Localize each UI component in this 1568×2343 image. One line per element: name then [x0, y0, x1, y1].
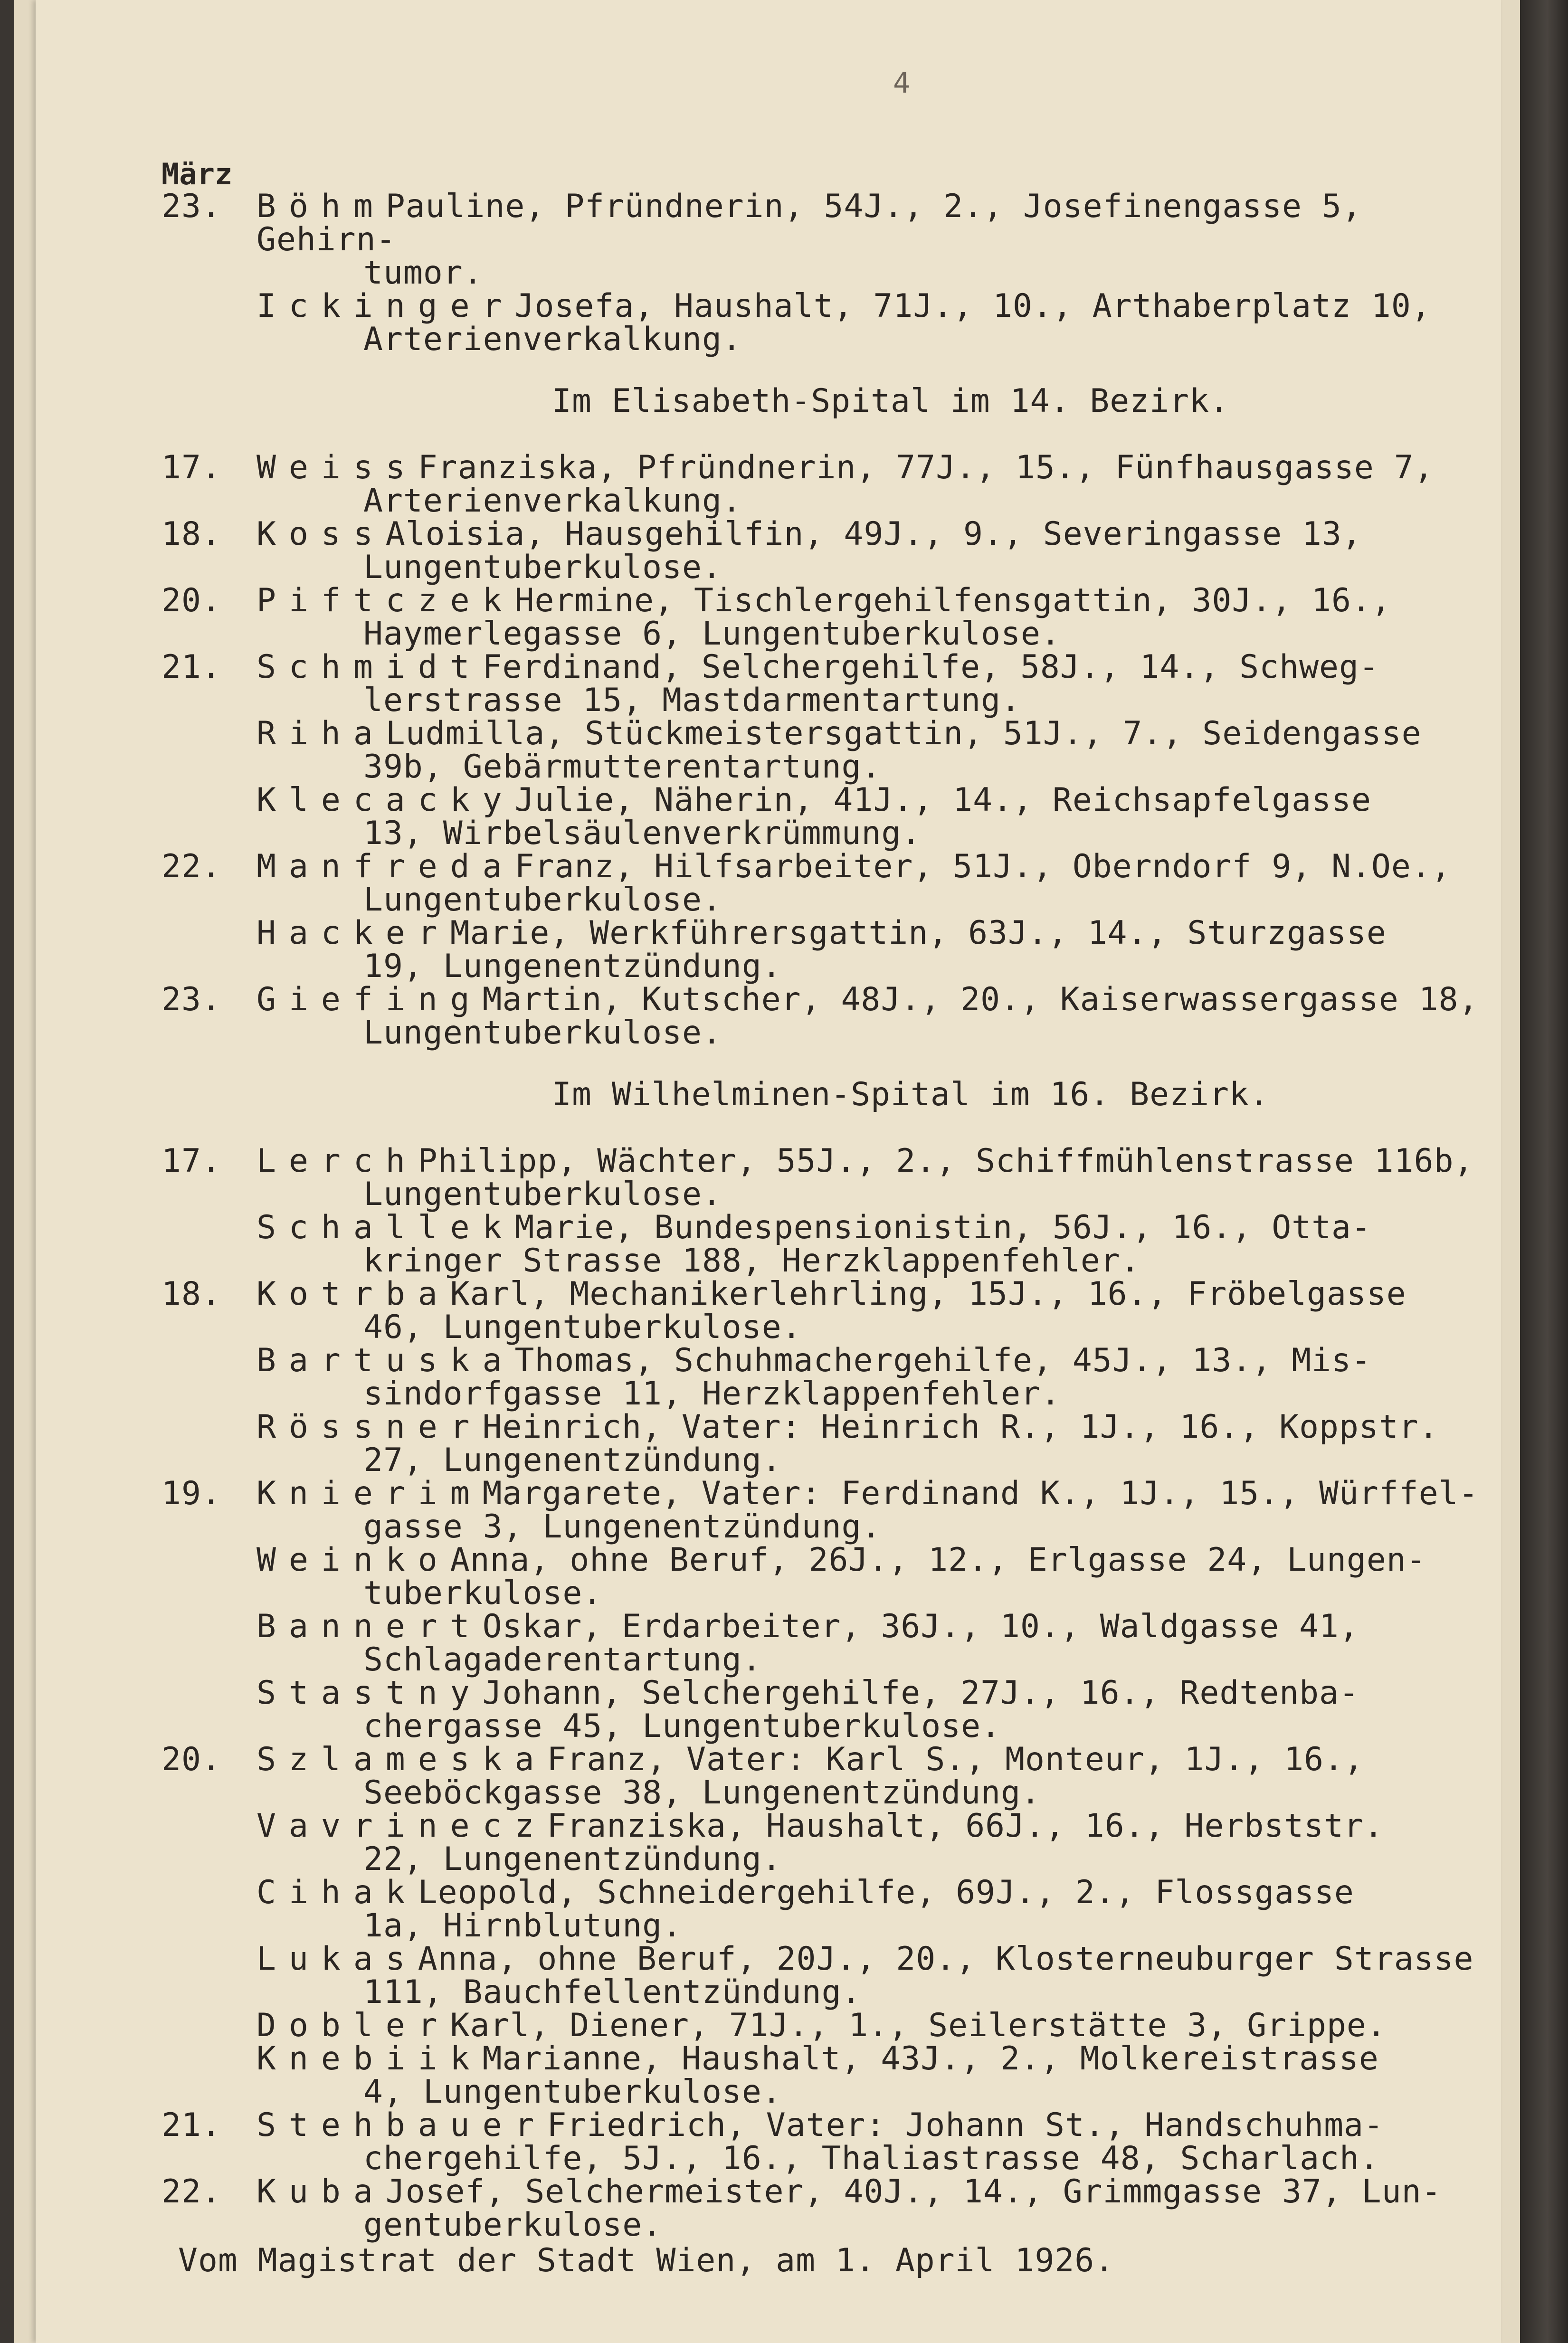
surname: Stehbauer	[257, 2106, 547, 2144]
surname: Vavrinecz	[257, 1807, 547, 1845]
entry-day	[162, 717, 257, 784]
entry-first-line	[257, 2106, 1492, 2144]
register-entry	[162, 451, 1492, 518]
entry-details: Pauline, Pfründnerin, 54J., 2., Josefinengasse 5, Gehirn-	[257, 188, 1362, 258]
entry-day: 23.	[162, 981, 221, 1018]
surname: Hacker	[257, 914, 450, 952]
entry-body	[257, 1275, 1492, 1346]
entry-first-line	[257, 1275, 1492, 1313]
entry-body	[257, 1876, 1492, 1943]
entry-continuation-line: sindorfgasse 11, Herzklappenfehler.	[363, 1375, 1061, 1413]
entry-details: Anna, ohne Beruf, 20J., 20., Klosterneuburger Strasse	[418, 1940, 1474, 1978]
entry-body	[257, 1743, 1492, 1810]
surname: Piftczek	[257, 582, 515, 619]
entry-body	[257, 1541, 1492, 1612]
entry-day	[162, 2042, 257, 2109]
entry-details: Friedrich, Vater: Johann St., Handschuhma-	[547, 2106, 1384, 2144]
surname: Schallek	[257, 1209, 515, 1246]
entry-body	[257, 584, 1492, 651]
entry-details: Karl, Diener, 71J., 1., Seilerstätte 3, Grippe.	[450, 2007, 1387, 2044]
page-number: 4	[893, 66, 911, 100]
surname: Bartuska	[257, 1342, 515, 1379]
register-entry	[162, 584, 1492, 651]
register-entry	[162, 1211, 1492, 1278]
register-entry	[162, 717, 1492, 784]
entry-continuation-line: 111, Bauchfellentzündung.	[363, 1973, 862, 2011]
month-label: März	[162, 157, 233, 191]
entry-first-line	[257, 1344, 1492, 1377]
entry-details: Martin, Kutscher, 48J., 20., Kaiserwassergasse 18,	[482, 981, 1479, 1018]
entry-continuation-line: 46, Lungentuberkulose.	[363, 1309, 802, 1346]
entry-body	[257, 1477, 1492, 1544]
surname: Ickinger	[257, 287, 515, 325]
entry-day: 18.	[162, 515, 221, 553]
surname: Szlameska	[257, 1741, 547, 1778]
surname: Riha	[257, 715, 386, 752]
register-entry	[162, 1344, 1492, 1411]
entry-details: Heinrich, Vater: Heinrich R., 1J., 16., Koppstr.	[482, 1408, 1439, 1446]
entry-first-line	[257, 1142, 1492, 1180]
entry-body	[257, 781, 1492, 852]
surname: Lukas	[257, 1940, 418, 1978]
register-entry	[162, 1275, 1492, 1346]
entry-day	[162, 1876, 257, 1943]
entry-continuation-line: tuberkulose.	[363, 1575, 603, 1612]
surname: Schmidt	[257, 648, 483, 686]
entry-continuation-line: Lungentuberkulose.	[363, 1176, 722, 1213]
entry-details: Leopold, Schneidergehilfe, 69J., 2., Flossgasse	[418, 1874, 1354, 1911]
entry-body	[257, 717, 1492, 784]
entry-first-line	[257, 515, 1492, 553]
entry-details: Julie, Näherin, 41J., 14., Reichsapfelgasse	[514, 781, 1371, 819]
entry-details: Josef, Selchermeister, 40J., 14., Grimmgasse 37, Lun-	[385, 2173, 1442, 2210]
entry-body	[257, 1211, 1492, 1278]
entry-details: Margarete, Vater: Ferdinand K., 1J., 15., Würffel-	[482, 1475, 1479, 1512]
entry-continuation-line: 4, Lungentuberkulose.	[363, 2073, 782, 2111]
entry-body	[257, 1408, 1492, 1479]
entry-continuation-line: chergasse 45, Lungentuberkulose.	[363, 1707, 1001, 1745]
entry-body	[257, 2042, 1492, 2109]
entry-first-line	[257, 2042, 1492, 2076]
entry-day	[162, 1544, 257, 1610]
register-entry	[162, 983, 1492, 1050]
entry-day: 21.	[162, 648, 221, 686]
entry-details: Aloisia, Hausgehilfin, 49J., 9., Severingasse 13,	[385, 515, 1362, 553]
entry-first-line	[257, 1408, 1492, 1446]
entry-body	[257, 451, 1492, 518]
entry-details: Karl, Mechanikerlehrling, 15J., 16., Fröbelgasse	[450, 1275, 1406, 1313]
register-entry	[162, 190, 1492, 290]
entry-day	[162, 290, 257, 356]
section-heading: Im Wilhelminen-Spital im 16. Bezirk.	[552, 1076, 1269, 1113]
surname: Stastny	[257, 1674, 483, 1712]
surname: Manfreda	[257, 848, 515, 885]
footer-signature-line: Vom Magistrat der Stadt Wien, am 1. April 1926.	[178, 2242, 1115, 2279]
entry-first-line	[257, 584, 1492, 617]
entry-continuation-line: lerstrasse 15, Mastdarmentartung.	[363, 682, 1021, 719]
register-entry	[162, 2106, 1492, 2177]
surname: Koss	[257, 515, 386, 553]
entry-day	[162, 1411, 257, 1477]
surname: Böhm	[257, 188, 386, 225]
entry-body	[257, 190, 1492, 290]
entry-continuation-line: chergehilfe, 5J., 16., Thaliastrasse 48, Scharlach.	[363, 2140, 1379, 2177]
entry-first-line	[257, 1477, 1492, 1510]
surname: Kuba	[257, 2173, 386, 2210]
entry-body	[257, 648, 1492, 719]
entry-day: 20.	[162, 582, 221, 619]
entry-first-line	[257, 1876, 1492, 1909]
entry-first-line	[257, 850, 1492, 883]
entry-details: Ferdinand, Selchergehilfe, 58J., 14., Schweg-	[482, 648, 1379, 686]
entry-first-line	[257, 287, 1492, 325]
entry-continuation-line: gasse 3, Lungenentzündung.	[363, 1508, 882, 1546]
entry-first-line	[257, 983, 1492, 1016]
surname: Knebiik	[257, 2040, 483, 2077]
entry-body	[257, 2009, 1492, 2042]
entry-details: Marianne, Haushalt, 43J., 2., Molkereistrasse	[482, 2040, 1379, 2077]
entry-continuation-line: Arterienverkalkung.	[363, 321, 742, 358]
entry-day: 20.	[162, 1741, 221, 1778]
entry-details: Philipp, Wächter, 55J., 2., Schiffmühlenstrasse 116b,	[418, 1142, 1474, 1180]
entry-details: Hermine, Tischlergehilfensgattin, 30J., 16.,	[514, 582, 1391, 619]
register-entry	[162, 2042, 1492, 2109]
register-entry	[162, 648, 1492, 719]
entry-continuation-line: Arterienverkalkung.	[363, 482, 742, 520]
entry-first-line	[257, 717, 1492, 750]
entry-body	[257, 1807, 1492, 1878]
entry-details: Josefa, Haushalt, 71J., 10., Arthaberplatz 10,	[514, 287, 1431, 325]
entry-continuation-line: Seeböckgasse 38, Lungenentzündung.	[363, 1774, 1041, 1812]
surname: Cihak	[257, 1874, 418, 1911]
register-entry	[162, 914, 1492, 985]
entry-details: Marie, Bundespensionistin, 56J., 16., Otta-	[514, 1209, 1371, 1246]
entry-first-line	[257, 781, 1492, 819]
entry-body	[257, 2106, 1492, 2177]
surname: Lerch	[257, 1142, 418, 1180]
register-entry	[162, 1142, 1492, 1213]
register-entry	[162, 1477, 1492, 1544]
entry-continuation-line: 27, Lungenentzündung.	[363, 1442, 782, 1479]
entry-first-line	[257, 1807, 1492, 1845]
entry-first-line	[257, 1674, 1492, 1712]
document-page	[36, 0, 1501, 2343]
entry-first-line	[257, 1211, 1492, 1244]
entry-body	[257, 2175, 1492, 2242]
entry-day: 21.	[162, 2106, 221, 2144]
register-entry	[162, 1876, 1492, 1943]
entry-day	[162, 917, 257, 983]
entry-continuation-line: Lungentuberkulose.	[363, 1014, 722, 1052]
register-entry	[162, 2009, 1492, 2042]
register-entry	[162, 1674, 1492, 1745]
entry-day: 22.	[162, 848, 221, 885]
surname: Rössner	[257, 1408, 483, 1446]
entry-continuation-line: Lungentuberkulose.	[363, 881, 722, 919]
register-entries	[162, 190, 1492, 2242]
register-entry	[162, 1807, 1492, 1878]
entry-body	[257, 1344, 1492, 1411]
entry-continuation-line: Haymerlegasse 6, Lungentuberkulose.	[363, 615, 1061, 653]
entry-body	[257, 1674, 1492, 1745]
entry-continuation-line: tumor.	[363, 254, 483, 292]
entry-first-line	[257, 190, 1492, 256]
entry-continuation-line: gentuberkulose.	[363, 2206, 663, 2244]
entry-day	[162, 1677, 257, 1743]
surname: Klecacky	[257, 781, 515, 819]
entry-first-line	[257, 451, 1492, 484]
entry-day	[162, 2009, 257, 2042]
entry-first-line	[257, 648, 1492, 686]
register-entry	[162, 515, 1492, 586]
register-entry	[162, 850, 1492, 917]
register-entry	[162, 781, 1492, 852]
entry-details: Marie, Werkführersgattin, 63J., 14., Sturzgasse	[450, 914, 1387, 952]
entry-body	[257, 1940, 1492, 2011]
entry-first-line	[257, 1940, 1492, 1978]
entry-body	[257, 287, 1492, 358]
entry-continuation-line: 39b, Gebärmutterentartung.	[363, 748, 882, 786]
entry-continuation-line: 19, Lungenentzündung.	[363, 948, 782, 985]
entry-first-line	[257, 1610, 1492, 1643]
entry-details: Franz, Hilfsarbeiter, 51J., Oberndorf 9, N.Oe.,	[514, 848, 1451, 885]
register-entry	[162, 1610, 1492, 1677]
entry-day: 17.	[162, 449, 221, 486]
entry-day	[162, 1610, 257, 1677]
entry-body	[257, 1610, 1492, 1677]
entry-first-line	[257, 2175, 1492, 2209]
entry-details: Oskar, Erdarbeiter, 36J., 10., Waldgasse 41,	[482, 1608, 1359, 1645]
entry-continuation-line: Lungentuberkulose.	[363, 549, 722, 586]
surname: Weinko	[257, 1541, 450, 1579]
entry-day: 18.	[162, 1275, 221, 1313]
entry-continuation-line: 22, Lungenentzündung.	[363, 1840, 782, 1878]
entry-body	[257, 850, 1492, 917]
entry-first-line	[257, 1743, 1492, 1776]
entry-body	[257, 1142, 1492, 1213]
entry-continuation-line: Schlagaderentartung.	[363, 1641, 762, 1679]
entry-details: Franziska, Pfründnerin, 77J., 15., Fünfhausgasse 7,	[418, 449, 1434, 486]
surname: Knierim	[257, 1475, 483, 1512]
register-entry	[162, 1743, 1492, 1810]
entry-first-line	[257, 914, 1492, 952]
surname: Giefing	[257, 981, 483, 1018]
register-entry	[162, 1541, 1492, 1612]
entry-details: Franziska, Haushalt, 66J., 16., Herbststr.	[547, 1807, 1384, 1845]
surname: Bannert	[257, 1608, 483, 1645]
book-binding	[1516, 0, 1568, 2343]
surname: Kotrba	[257, 1275, 450, 1313]
entry-day: 17.	[162, 1142, 221, 1180]
entry-continuation-line: 13, Wirbelsäulenverkrümmung.	[363, 815, 922, 852]
entry-details: Franz, Vater: Karl S., Monteur, 1J., 16.,	[547, 1741, 1364, 1778]
entry-details: Thomas, Schuhmachergehilfe, 45J., 13., Mis-	[514, 1342, 1371, 1379]
entry-details: Ludmilla, Stückmeistersgattin, 51J., 7., Seidengasse	[385, 715, 1422, 752]
entry-day	[162, 1344, 257, 1411]
entry-day: 19.	[162, 1475, 221, 1512]
entry-details: Anna, ohne Beruf, 26J., 12., Erlgasse 24, Lungen-	[450, 1541, 1426, 1579]
register-entry	[162, 2175, 1492, 2242]
entry-first-line	[257, 1541, 1492, 1579]
entry-day	[162, 784, 257, 850]
entry-details: Johann, Selchergehilfe, 27J., 16., Redtenba-	[482, 1674, 1359, 1712]
entry-body	[257, 914, 1492, 985]
register-entry	[162, 1940, 1492, 2011]
section-heading: Im Elisabeth-Spital im 14. Bezirk.	[552, 382, 1229, 420]
entry-first-line	[257, 2009, 1492, 2042]
entry-day	[162, 1211, 257, 1278]
entry-body	[257, 515, 1492, 586]
register-entry	[162, 287, 1492, 358]
entry-day	[162, 1810, 257, 1876]
surname: Dobler	[257, 2007, 450, 2044]
register-entry	[162, 1408, 1492, 1479]
entry-continuation-line: kringer Strasse 188, Herzklappenfehler.	[363, 1242, 1140, 1280]
entry-continuation-line: 1a, Hirnblutung.	[363, 1907, 683, 1945]
surname: Weiss	[257, 449, 418, 486]
entry-day	[162, 1943, 257, 2009]
entry-day: 22.	[162, 2173, 221, 2210]
entry-day: 23.	[162, 188, 221, 225]
entry-body	[257, 983, 1492, 1050]
